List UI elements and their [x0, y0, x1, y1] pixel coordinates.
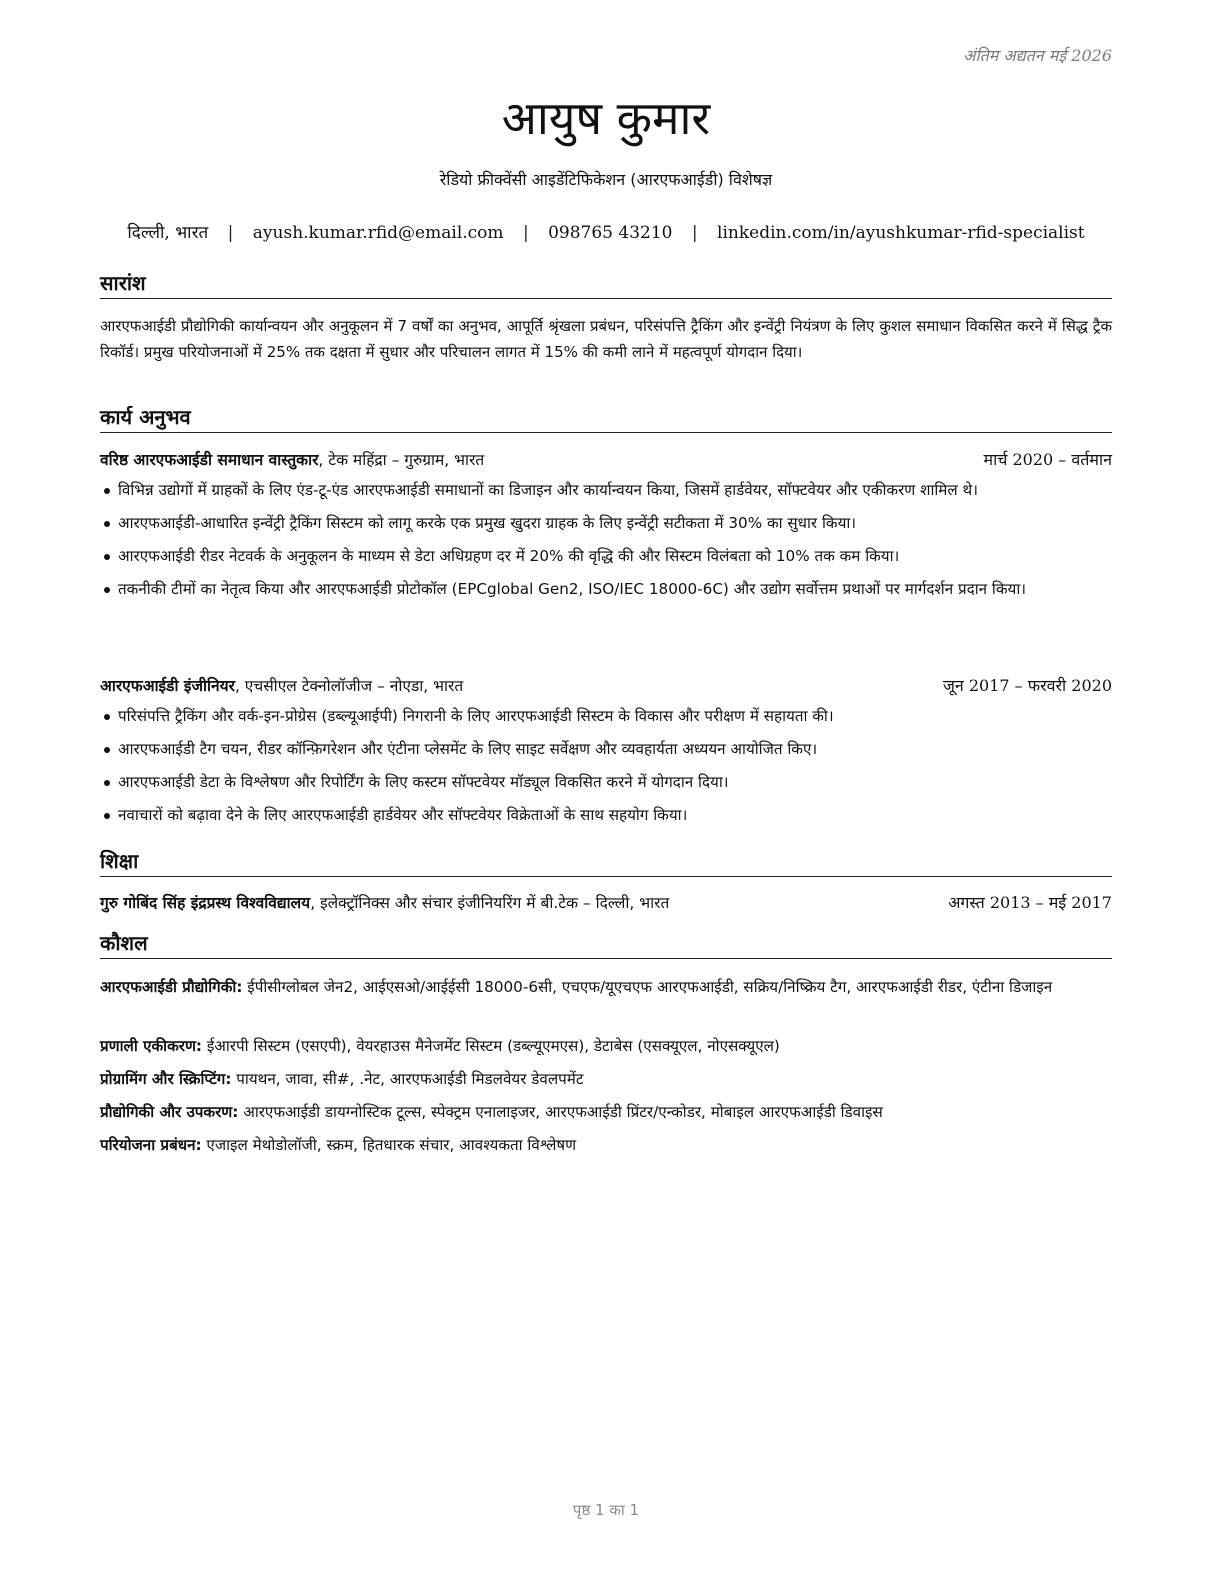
summary-text: आरएफआईडी प्रौद्योगिकी कार्यान्वयन और अनुकूलन में 7 वर्षों का अनुभव, आपूर्ति श्रृंखला प्रबंधन, परिसंपत्ति ट्रैकिंग और इन्वेंट्री नियंत्रण के लिए कुशल समाधान विकसित करने में सिद्ध ट्रैक रिकॉर्ड। प्रमुख परियोजनाओं में 25% तक दक्षता में सुधार और परिचालन लागत में 15% की कमी लाने में महत्वपूर्ण योगदान दिया।	[100, 317, 1112, 361]
job-bullet: आरएफआईडी रीडर नेटवर्क के अनुकूलन के माध्यम से डेटा अधिग्रहण दर में 20% की वृद्धि की और सिस्टम विलंबता को 10% तक कम किया।	[100, 544, 1112, 568]
skill-value: आरएफआईडी डायग्नोस्टिक टूल्स, स्पेक्ट्रम एनालाइजर, आरएफआईडी प्रिंटर/एन्कोडर, मोबाइल आरएफआईडी डिवाइस	[238, 1103, 883, 1121]
candidate-headline: रेडियो फ्रीक्वेंसी आइडेंटिफिकेशन (आरएफआईडी) विशेषज्ञ	[439, 170, 773, 189]
contact-separator: |	[227, 223, 234, 243]
skill-row	[100, 1067, 1112, 1091]
section-title-summary: सारांश	[100, 270, 1112, 299]
job-bullet-list	[100, 478, 1112, 610]
job-bullet: नवाचारों को बढ़ावा देने के लिए आरएफआईडी हार्डवेयर और सॉफ्टवेयर विक्रेताओं के साथ सहयोग किया।	[100, 803, 1112, 827]
education-dates: अगस्त 2013 – मई 2017	[948, 893, 1112, 912]
job-bullet: आरएफआईडी टैग चयन, रीडर कॉन्फ़िगरेशन और एंटीना प्लेसमेंट के लिए साइट सर्वेक्षण और व्यवहार्यता अध्ययन आयोजित किए।	[100, 737, 1112, 761]
contact-linkedin-link[interactable]: linkedin.com/in/ayushkumar-rfid-specialist	[717, 223, 1085, 243]
job-role: आरएफआईडी इंजीनियर	[100, 677, 235, 695]
skill-row	[100, 1100, 1112, 1124]
skill-value: ईआरपी सिस्टम (एसएपी), वेयरहाउस मैनेजमेंट सिस्टम (डब्ल्यूएमएस), डेटाबेस (एसक्यूएल, नोएसक्यूएल)	[202, 1037, 780, 1055]
skill-value: एजाइल मेथोडोलॉजी, स्क्रम, हितधारक संचार, आवश्यकता विश्लेषण	[201, 1136, 577, 1154]
job-bullet: आरएफआईडी-आधारित इन्वेंट्री ट्रैकिंग सिस्टम को लागू करके एक प्रमुख खुदरा ग्राहक के लिए इन्वेंट्री सटीकता में 30% का सुधार किया।	[100, 511, 1112, 535]
skill-label: प्रणाली एकीकरण:	[100, 1037, 202, 1055]
skill-value: पायथन, जावा, सी#, .नेट, आरएफआईडी मिडलवेयर डेवलपमेंट	[231, 1070, 584, 1088]
candidate-name: आयुष कुमार	[501, 91, 711, 145]
job-dates: मार्च 2020 – वर्तमान	[983, 450, 1112, 469]
skill-row	[100, 1133, 1112, 1157]
contact-separator: |	[691, 223, 698, 243]
job-bullet: तकनीकी टीमों का नेतृत्व किया और आरएफआईडी प्रोटोकॉल (EPCglobal Gen2, ISO/IEC 18000-6C) और उद्योग सर्वोत्तम प्रथाओं पर मार्गदर्शन प्रदान किया।	[100, 577, 1112, 601]
resume-page	[100, 0, 1112, 1584]
skill-label: प्रोग्रामिंग और स्क्रिप्टिंग:	[100, 1070, 232, 1088]
job-role: वरिष्ठ आरएफआईडी समाधान वास्तुकार	[100, 451, 319, 469]
contact-location: दिल्ली, भारत	[127, 223, 209, 243]
skill-row	[100, 1034, 1112, 1058]
contact-email-link[interactable]: ayush.kumar.rfid@email.com	[252, 223, 504, 243]
job-title-line	[100, 448, 484, 472]
education-line	[100, 891, 669, 915]
education-school: गुरु गोबिंद सिंह इंद्रप्रस्थ विश्वविद्यालय	[100, 894, 311, 912]
job-bullet: आरएफआईडी डेटा के विश्लेषण और रिपोर्टिंग के लिए कस्टम सॉफ्टवेयर मॉड्यूल विकसित करने में योगदान दिया।	[100, 770, 1112, 794]
education-entry	[100, 891, 1112, 915]
job-bullet: विभिन्न उद्योगों में ग्राहकों के लिए एंड-टू-एंड आरएफआईडी समाधानों का डिजाइन और कार्यान्वयन किया, जिसमें हार्डवेयर, सॉफ्टवेयर और एकीकरण शामिल थे।	[100, 478, 1112, 502]
job-header	[100, 674, 1112, 698]
page-number: पृष्ठ 1 का 1	[572, 1501, 640, 1519]
contact-separator: |	[522, 223, 529, 243]
job-organization: , टेक महिंद्रा – गुरुग्राम, भारत	[318, 451, 485, 469]
education-degree: , इलेक्ट्रॉनिक्स और संचार इंजीनियरिंग में बी.टेक – दिल्ली, भारत	[310, 894, 670, 912]
job-title-line	[100, 674, 463, 698]
job-header	[100, 448, 1112, 472]
contact-phone: 098765 43210	[548, 223, 673, 243]
skill-row	[100, 975, 1112, 999]
section-title-experience: कार्य अनुभव	[100, 404, 1112, 433]
job-organization: , एचसीएल टेक्नोलॉजीज – नोएडा, भारत	[234, 677, 464, 695]
job-bullet: परिसंपत्ति ट्रैकिंग और वर्क-इन-प्रोग्रेस (डब्ल्यूआईपी) निगरानी के लिए आरएफआईडी सिस्टम के विकास और परीक्षण में सहायता की।	[100, 704, 1112, 728]
last-updated-note: अंतिम अद्यतन मई 2026	[963, 46, 1112, 65]
section-title-skills: कौशल	[100, 930, 1112, 959]
skill-label: परियोजना प्रबंधन:	[100, 1136, 202, 1154]
contact-line	[100, 220, 1112, 243]
job-dates: जून 2017 – फरवरी 2020	[943, 676, 1112, 695]
skill-label: प्रौद्योगिकी और उपकरण:	[100, 1103, 239, 1121]
skill-label: आरएफआईडी प्रौद्योगिकी:	[100, 978, 243, 996]
job-bullet-list	[100, 704, 1112, 836]
section-title-education: शिक्षा	[100, 848, 1112, 877]
skill-value: ईपीसीग्लोबल जेन2, आईएसओ/आईईसी 18000-6सी, एचएफ/यूएचएफ आरएफआईडी, सक्रिय/निष्क्रिय टैग, आरएफआईडी रीडर, एंटीना डिजाइन	[242, 978, 1053, 996]
